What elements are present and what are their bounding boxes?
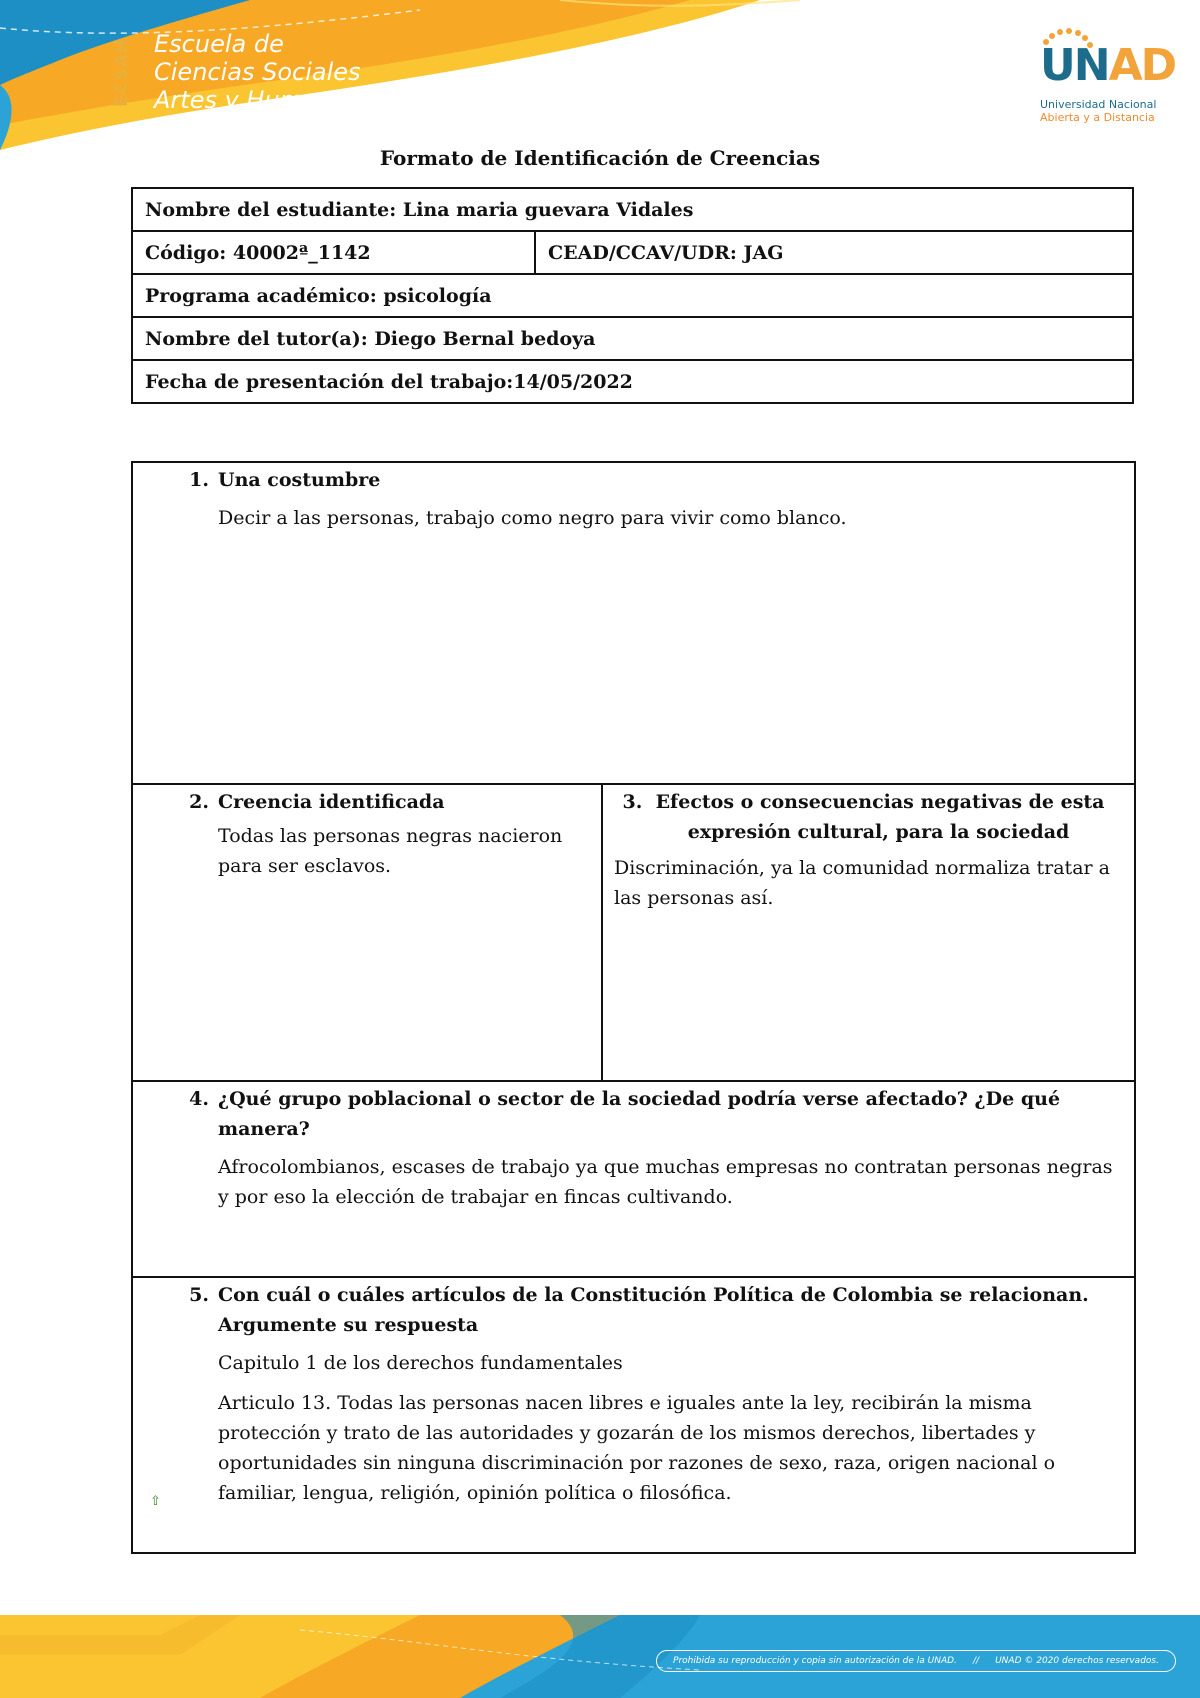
page-title: Formato de Identificación de Creencias <box>379 146 821 170</box>
school-name <box>154 30 412 114</box>
unad-subtitle-line1: Universidad Nacional <box>1040 98 1157 111</box>
student-name: Nombre del estudiante: Lina maria guevara Vidales <box>132 188 1133 231</box>
student-info-table <box>131 187 1134 404</box>
cead-field: CEAD/CCAV/UDR: JAG <box>535 231 1133 274</box>
section-text: Decir a las personas, trabajo como negro para vivir como blanco. <box>218 507 847 529</box>
section-number: 4. <box>189 1088 209 1110</box>
anchor-arrow-icon: ⇧ <box>150 1494 161 1509</box>
section-effects <box>602 784 1135 1081</box>
section-title: Con cuál o cuáles artículos de la Constitución Política de Colombia se relacionan. Argumente su respuesta <box>218 1284 1089 1336</box>
section-text: Afrocolombianos, escases de trabajo ya que muchas empresas no contratan personas negras y por eso la elección de trabajar en fincas cultivando. <box>218 1156 1113 1208</box>
school-name-line: Artes y Humanidades <box>154 86 413 114</box>
copyright-separator: // <box>972 1656 980 1666</box>
section-text: Capitulo 1 de los derechos fundamentales <box>218 1352 623 1374</box>
section-number: 3. <box>622 791 643 813</box>
section-text: Discriminación, ya la comunidad normaliza tratar a las personas así. <box>614 857 1110 909</box>
unad-subtitle-line2: Abierta y a Distancia <box>1040 111 1155 124</box>
copyright-left: Prohibida su reproducción y copia sin autorización de la UNAD. <box>673 1656 957 1666</box>
section-number: 5. <box>189 1284 209 1306</box>
section-custom <box>132 462 1135 784</box>
section-title-line1: Efectos o consecuencias negativas de esta <box>655 791 1105 813</box>
section-title: ¿Qué grupo poblacional o sector de la sociedad podría verse afectado? ¿De qué manera? <box>218 1088 1061 1140</box>
section-number: 1. <box>189 469 209 491</box>
section-title-line2: expresión cultural, para la sociedad <box>687 821 1070 843</box>
section-title: Una costumbre <box>218 469 381 491</box>
academic-program: Programa académico: psicología <box>132 274 1133 317</box>
section-text: Todas las personas negras nacieron para ser esclavos. <box>218 825 563 877</box>
submission-date: Fecha de presentación del trabajo:14/05/2022 <box>132 360 1133 403</box>
tutor-name: Nombre del tutor(a): Diego Bernal bedoya <box>132 317 1133 360</box>
section-belief <box>132 784 602 1081</box>
copyright-right: UNAD © 2020 derechos reservados. <box>995 1656 1159 1666</box>
beliefs-table <box>131 461 1136 1554</box>
section-constitution <box>132 1277 1135 1553</box>
section-text: Articulo 13. Todas las personas nacen libres e iguales ante la ley, recibirán la misma protección y trato de las autoridades y gozarán de los mismos derechos, libertades y oportunidades sin ninguna discriminación por razones de sexo, raza, origen nacional o familiar, lengua, religión, opinión política o filosófica. <box>218 1392 1056 1504</box>
section-affected-group <box>132 1081 1135 1277</box>
unad-wordmark: UNAD <box>1040 40 1176 91</box>
school-abbreviation: ECSAH <box>112 37 132 107</box>
school-name-line: Ciencias Sociales <box>154 58 361 86</box>
section-number: 2. <box>189 791 209 813</box>
school-name-line: Escuela de <box>154 30 284 58</box>
section-title: Creencia identificada <box>218 791 445 813</box>
copyright-notice <box>656 1650 1176 1672</box>
student-code: Código: 40002ª_1142 <box>132 231 535 274</box>
